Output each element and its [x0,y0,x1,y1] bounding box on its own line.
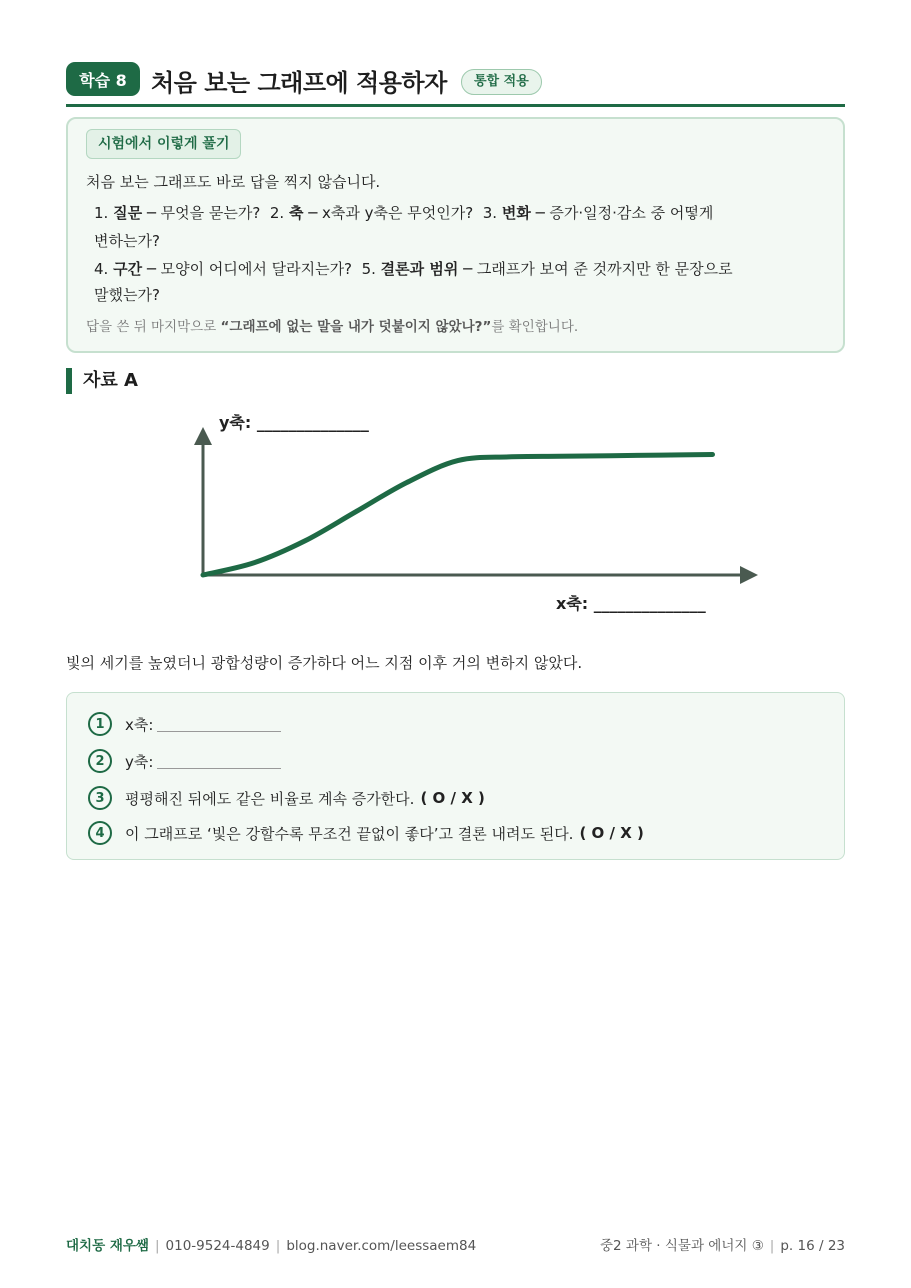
divider: | [275,1238,281,1254]
tip-note-bold: “그래프에 없는 말을 내가 덧붙이지 않았나?” [220,319,492,335]
tip-steps-line-1 [94,202,713,223]
step-desc: ─ x축과 y축은 무엇인가? [303,204,474,222]
x-axis-arrow [740,566,758,584]
divider: | [154,1238,160,1254]
question-text: 이 그래프로 ‘빛은 강할수록 무조건 끝없이 좋다’고 결론 내려도 된다. [125,824,574,843]
divider: | [769,1238,775,1254]
tip-note-prefix: 답을 쓴 뒤 마지막으로 [86,319,221,335]
step-desc: ─ 그래프가 보여 준 것까지만 한 문장으로 [458,260,733,278]
step-desc: ─ 무엇을 묻는가? [142,204,261,222]
tip-tag: 시험에서 이렇게 풀기 [86,129,241,159]
tip-intro: 처음 보는 그래프도 바로 답을 찍지 않습니다. [86,173,381,191]
question-row [88,711,281,737]
page-title: 처음 보는 그래프에 적용하자 [151,69,447,97]
footer-course: 중2 과학 · 식물과 에너지 ③ [599,1238,764,1254]
question-number: 3 [88,786,112,810]
step-num: 1. [94,204,109,222]
data-description: 빛의 세기를 높였더니 광합성량이 증가하다 어느 지점 이후 거의 변하지 않았다. [66,654,583,672]
answer-blank-y[interactable] [157,754,281,769]
graph-figure [180,405,770,620]
step-desc: ─ 모양이 어디에서 달라지는가? [142,260,353,278]
footer-contact [66,1234,476,1254]
tip-note-suffix: 를 확인합니다. [491,319,579,335]
lesson-badge: 학습 8 [66,62,140,96]
footer-brand: 대치동 재우쌤 [66,1238,149,1254]
step-term: 결론과 범위 [380,260,459,278]
step-term: 변화 [501,204,531,222]
question-row [88,820,644,846]
tip-steps-line-2: 변하는가? [94,232,160,250]
ox-choice[interactable]: ( O / X ) [579,824,644,842]
page-number: p. 16 / 23 [780,1238,845,1254]
y-axis-arrow [194,427,212,445]
step-term: 질문 [113,204,143,222]
x-axis-label: x축: ______________ [556,594,706,613]
answer-blank-x[interactable] [157,717,281,732]
footer-blog-link[interactable]: blog.naver.com/leessaem84 [286,1238,477,1254]
ox-choice[interactable]: ( O / X ) [420,789,485,807]
question-row [88,748,281,774]
y-axis-label: y축: ______________ [219,413,369,432]
tip-note [86,315,578,335]
step-num: 2. [269,204,285,222]
question-number: 2 [88,749,112,773]
question-text: 평평해진 뒤에도 같은 비율로 계속 증가한다. [125,789,415,808]
step-num: 3. [482,204,498,222]
exam-tip-box [66,117,845,353]
step-term: 구간 [113,260,143,278]
lesson-header [66,62,845,107]
tip-steps-line-3 [94,258,733,279]
step-term: 축 [288,204,304,222]
footer-phone: 010-9524-4849 [165,1238,270,1254]
tip-steps-line-4: 말했는가? [94,286,160,304]
section-title: 자료 A [66,368,138,394]
question-text: y축: [125,752,154,771]
question-row [88,785,485,811]
step-num: 5. [361,260,376,278]
footer-page-info [600,1234,845,1254]
question-number: 1 [88,712,112,736]
data-curve [203,455,713,576]
lesson-tag: 통합 적용 [461,69,542,95]
question-box [66,692,845,860]
question-text: x축: [125,715,154,734]
question-number: 4 [88,821,112,845]
step-desc: ─ 증가·일정·감소 중 어떻게 [530,204,714,222]
step-num: 4. [94,260,109,278]
